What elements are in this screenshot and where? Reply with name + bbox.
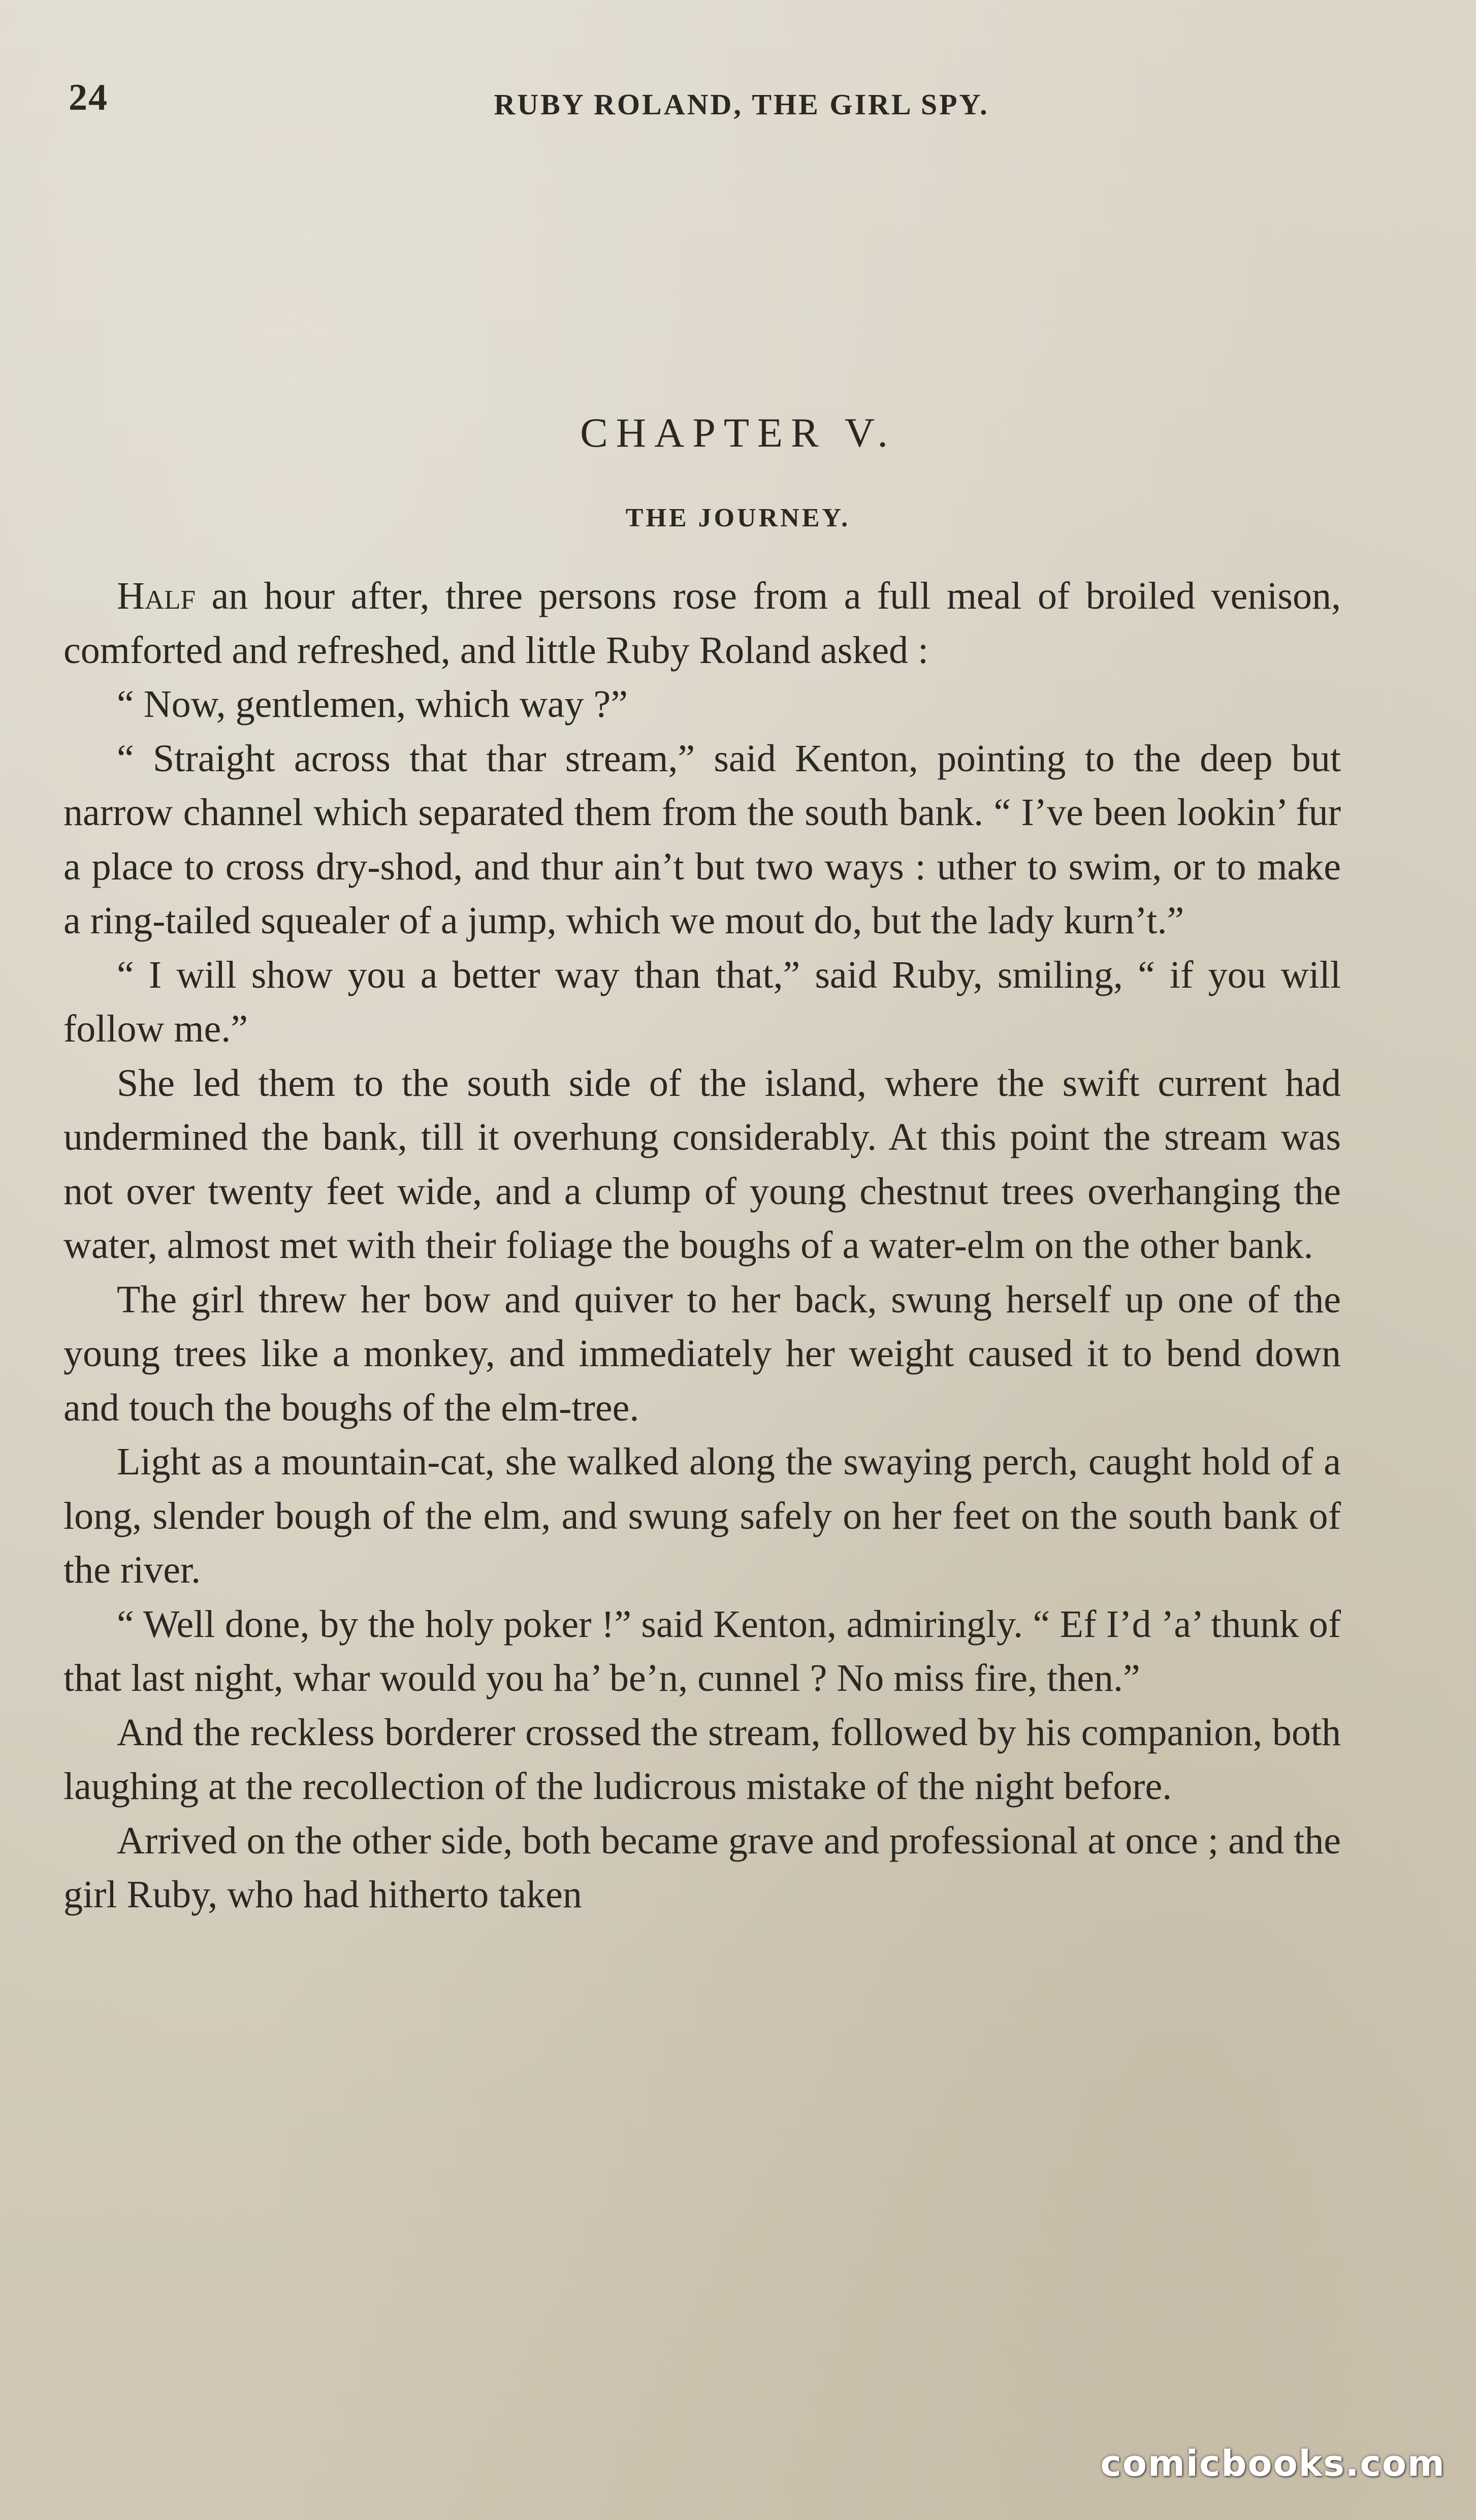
chapter-subtitle: THE JOURNEY. <box>625 503 851 532</box>
paragraph-lead-word: Half <box>117 575 196 617</box>
chapter-title: CHAPTER V. <box>580 410 896 456</box>
running-head <box>69 76 1349 132</box>
paragraph: Light as a mountain-cat, she walked along the swaying perch, caught hold of a long, slender bough of the elm, and swung safely on her feet on the south bank of the river. <box>63 1440 1341 1591</box>
page-number: 24 <box>69 77 108 118</box>
paragraph: “ Straight across that thar stream,” said Kenton, pointing to the deep but narrow channel which separated them from the south bank. “ I’ve been lookin’ fur a place to cross dry-shod, and thur ain’t but two ways : uther to swim, or to make a ring-tailed squealer of a jump, which we mout do, but the lady kurn’t.” <box>63 737 1341 942</box>
paragraph: She led them to the south side of the island, where the swift current had undermined the bank, till it overhung considerably. At this point the stream was not over twenty feet wide, and a clump of young chestnut trees overhanging the water, almost met with their foliage the boughs of a water-elm on the other bank. <box>63 1061 1341 1267</box>
paragraph: And the reckless borderer crossed the stream, followed by his companion, both laughing at the recollection of the ludicrous mistake of the night before. <box>63 1711 1341 1808</box>
paragraph: “ Now, gentlemen, which way ?” <box>117 683 628 726</box>
paragraph: Arrived on the other side, both became grave and professional at once ; and the girl Ruby, who had hitherto taken <box>63 1819 1341 1916</box>
chapter-body <box>63 569 1341 1922</box>
watermark: comicbooks.com <box>1100 2443 1446 2484</box>
paragraph: “ Well done, by the holy poker !” said Kenton, admiringly. “ Ef I’d ’a’ thunk of that last night, whar would you ha’ be’n, cunnel ? No miss fire, then.” <box>63 1602 1341 1699</box>
paragraph: “ I will show you a better way than that,” said Ruby, smiling, “ if you will follow me.” <box>63 953 1341 1050</box>
paragraph-text: an hour after, three persons rose from a full meal of broiled venison, comforted and refreshed, and little Ruby Roland asked : <box>63 575 1341 672</box>
paragraph: The girl threw her bow and quiver to her back, swung herself up one of the young trees like a monkey, and immediately her weight caused it to bend down and touch the boughs of the elm-tree. <box>63 1278 1341 1429</box>
paragraph <box>63 569 1341 677</box>
running-title: RUBY ROLAND, THE GIRL SPY. <box>494 88 989 121</box>
